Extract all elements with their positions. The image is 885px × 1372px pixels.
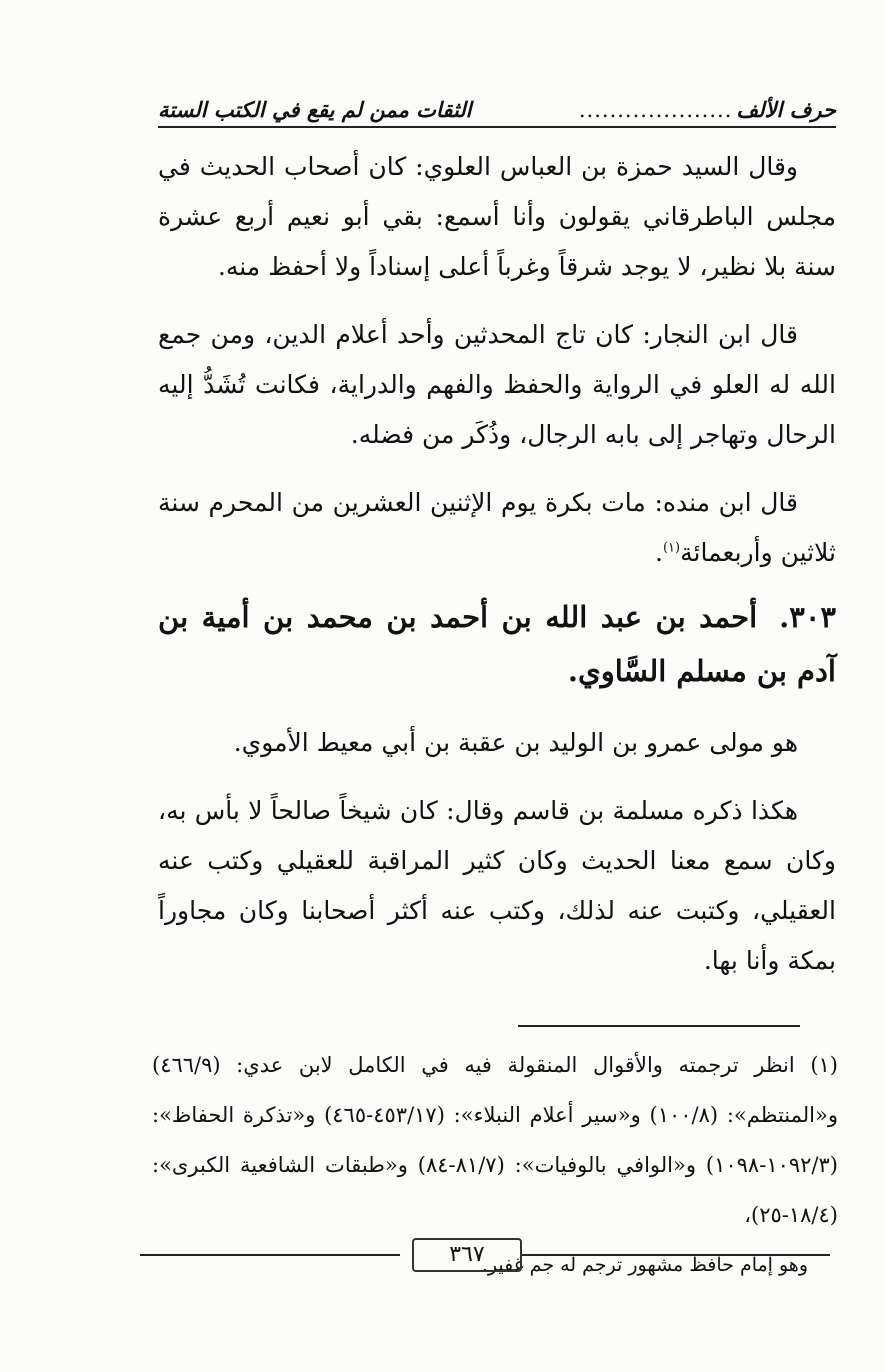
footer-rule-right: [520, 1254, 830, 1256]
paragraph-ibn-mandah: قال ابن منده: مات بكرة يوم الإثنين العشرين من المحرم سنة ثلاثين وأربعمائة$^{(١)}$.: [158, 488, 836, 567]
book-title: الثقات ممن لم يقع في الكتب الستة: [158, 97, 472, 122]
entry-name: أحمد بن عبد الله بن أحمد بن محمد بن أمية بن آدم بن مسلم السَّاوي.: [158, 600, 836, 688]
footnote-separator: [518, 1025, 800, 1027]
footnote-marker[interactable]: (١): [662, 540, 681, 556]
paragraph-ibn-mandah-text: قال ابن منده: مات بكرة يوم الإثنين العشرين من المحرم سنة ثلاثين وأربعمائة: [158, 488, 836, 567]
paragraph-ibn-najjar: قال ابن النجار: كان تاج المحدثين وأحد أعلام الدين، ومن جمع الله له العلو في الرواية والحفظ والفهم والدراية، فكانت تُشَدُّ إليه الرحال وتهاجر إلى بابه الرجال، وذُكَر من فضله.: [158, 320, 836, 449]
paragraph-hamza: وقال السيد حمزة بن العباس العلوي: كان أصحاب الحديث في مجلس الباطرقاني يقولون وأنا أسمع: بقي أبو نعيم أربع عشرة سنة بلا نظير، لا يوجد شرقاً وغرباً أعلى إسناداً ولا أحفظ منه.: [158, 152, 836, 281]
page-number: ٣٦٧: [412, 1238, 522, 1272]
entry-number: ٣٠٣.: [779, 600, 836, 634]
running-header: [158, 82, 836, 128]
header-dots: ....................: [578, 98, 733, 122]
page-footer: [140, 1236, 830, 1272]
main-text: [158, 142, 836, 1004]
section-title: حرف الألف: [736, 97, 836, 122]
entry-heading: [158, 590, 836, 698]
paragraph-maslama: هكذا ذكره مسلمة بن قاسم وقال: كان شيخاً صالحاً لا بأس به، وكان سمع معنا الحديث وكان كثير المراقبة للعقيلي وكتب عنه العقيلي، وكتبت عنه لذلك، وكتب عنه أكثر أصحابنا وكان مجاوراً بمكة وأنا بها.: [158, 796, 836, 975]
footnote-1: (١) انظر ترجمته والأقوال المنقولة فيه في الكامل لابن عدي: (٤٦٦/٩) و«المنتظم»: (١٠٠/٨) و«سير أعلام النبلاء»: (٤٥٣/١٧-٤٦٥) و«تذكرة الحفاظ»: (١٠٩٢/٣-١٠٩٨) و«الوافي بالوفيات»: (٨١/٧-٨٤) و«طبقات الشافعية الكبرى»: (١٨/٤-٢٥)،: [152, 1053, 838, 1227]
footer-rule-left: [140, 1254, 400, 1256]
footnote-1-continuation: وهو إمام حافظ مشهور ترجم له جم غفير.: [481, 1254, 808, 1276]
paragraph-mawla: هو مولى عمرو بن الوليد بن عقبة بن أبي معيط الأموي.: [233, 728, 798, 757]
